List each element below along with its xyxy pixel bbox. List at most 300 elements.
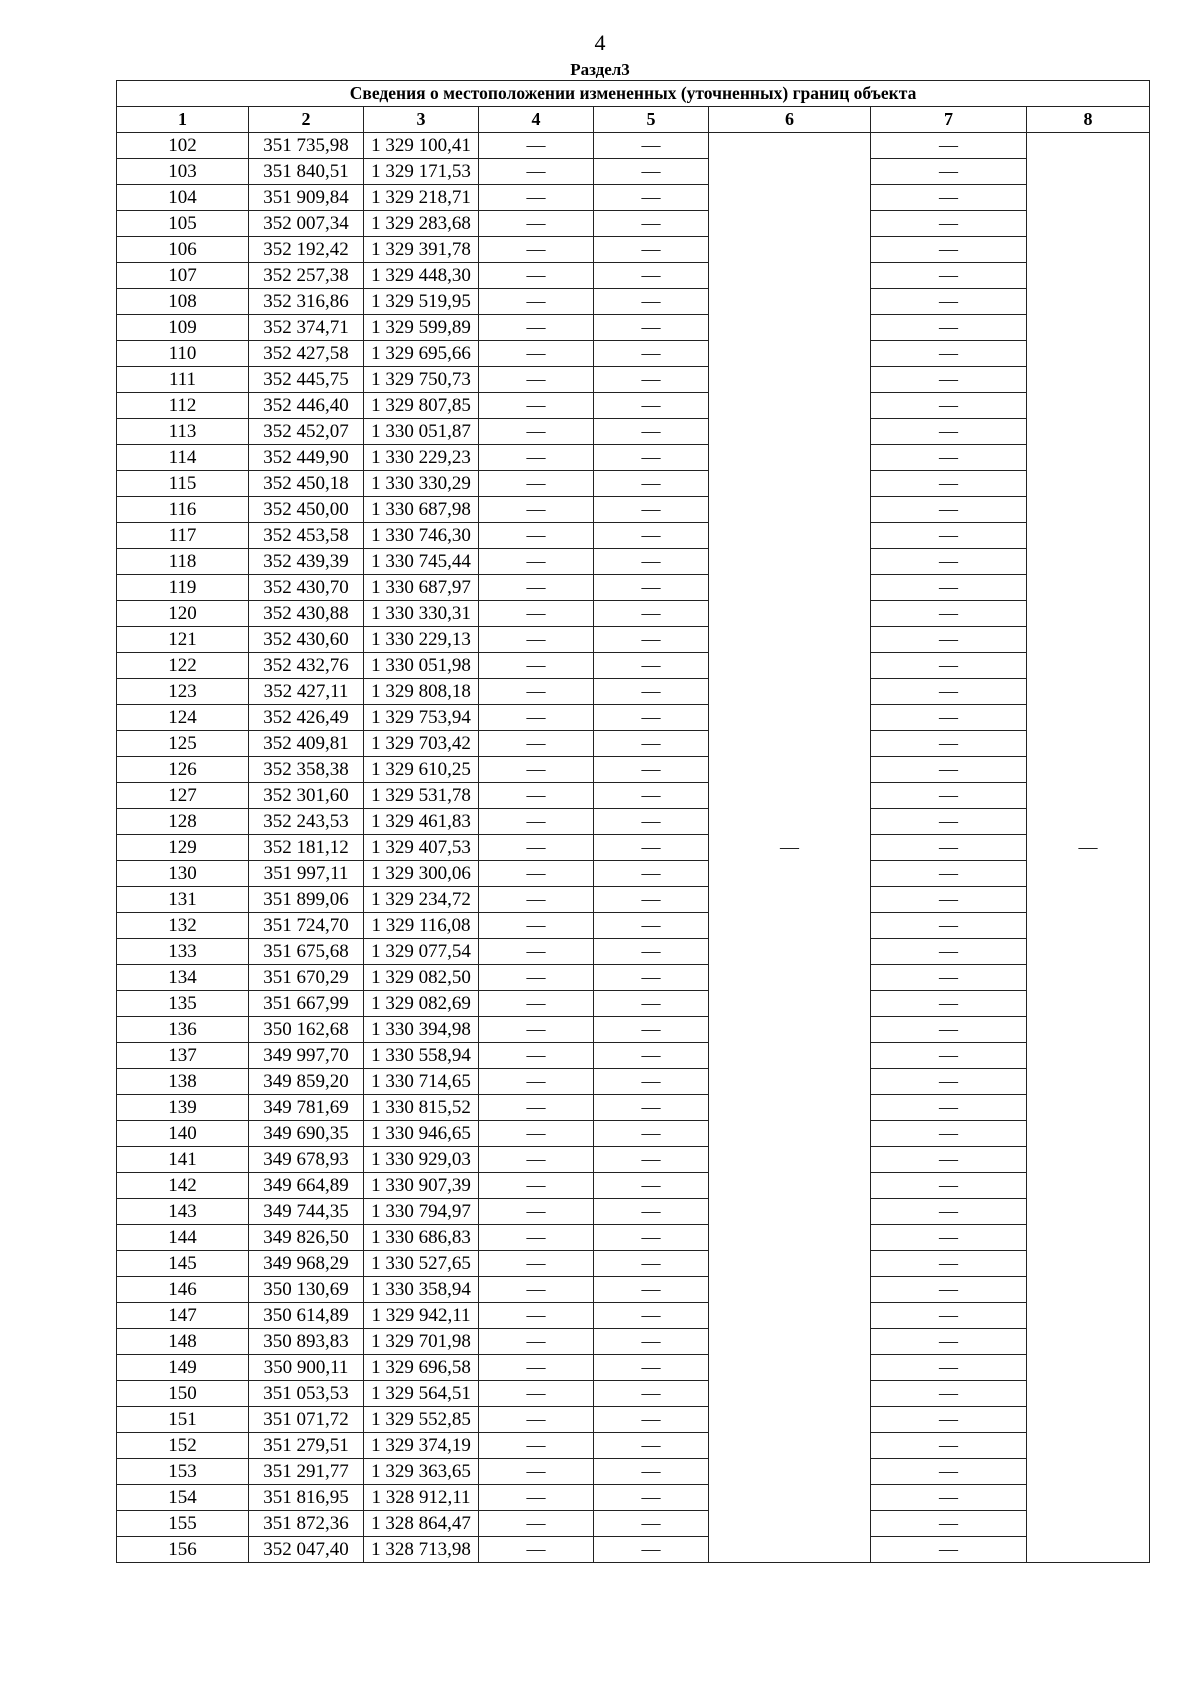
x-coordinate-cell: 352 243,53 — [249, 809, 364, 835]
x-coordinate-cell: 350 893,83 — [249, 1329, 364, 1355]
x-coordinate-cell: 350 130,69 — [249, 1277, 364, 1303]
y-coordinate-cell: 1 329 082,69 — [364, 991, 479, 1017]
col4-cell: — — [479, 1407, 594, 1433]
col5-cell: — — [594, 289, 709, 315]
table-row — [117, 1121, 1150, 1147]
y-coordinate-cell: 1 329 753,94 — [364, 705, 479, 731]
col5-cell: — — [594, 1017, 709, 1043]
col5-cell: — — [594, 1147, 709, 1173]
x-coordinate-cell: 352 316,86 — [249, 289, 364, 315]
point-number-cell: 153 — [117, 1459, 249, 1485]
point-number-cell: 138 — [117, 1069, 249, 1095]
y-coordinate-cell: 1 329 283,68 — [364, 211, 479, 237]
col4-cell: — — [479, 1459, 594, 1485]
col4-cell: — — [479, 1537, 594, 1563]
col5-cell: — — [594, 1225, 709, 1251]
point-number-cell: 149 — [117, 1355, 249, 1381]
y-coordinate-cell: 1 329 807,85 — [364, 393, 479, 419]
point-number-cell: 117 — [117, 523, 249, 549]
x-coordinate-cell: 352 430,88 — [249, 601, 364, 627]
x-coordinate-cell: 352 439,39 — [249, 549, 364, 575]
col7-cell: — — [871, 757, 1027, 783]
col4-cell: — — [479, 913, 594, 939]
point-number-cell: 150 — [117, 1381, 249, 1407]
col5-cell: — — [594, 159, 709, 185]
table-row — [117, 315, 1150, 341]
y-coordinate-cell: 1 329 374,19 — [364, 1433, 479, 1459]
point-number-cell: 145 — [117, 1251, 249, 1277]
y-coordinate-cell: 1 329 750,73 — [364, 367, 479, 393]
table-row — [117, 263, 1150, 289]
table-row — [117, 887, 1150, 913]
col5-cell: — — [594, 1537, 709, 1563]
table-row — [117, 1069, 1150, 1095]
point-number-cell: 156 — [117, 1537, 249, 1563]
col7-cell: — — [871, 939, 1027, 965]
col4-cell: — — [479, 627, 594, 653]
x-coordinate-cell: 351 071,72 — [249, 1407, 364, 1433]
table-row — [117, 341, 1150, 367]
col5-cell: — — [594, 809, 709, 835]
table-row — [117, 1043, 1150, 1069]
x-coordinate-cell: 352 432,76 — [249, 653, 364, 679]
col5-cell: — — [594, 1355, 709, 1381]
col4-cell: — — [479, 1121, 594, 1147]
table-row — [117, 185, 1150, 211]
col7-cell: — — [871, 1251, 1027, 1277]
col7-cell: — — [871, 1277, 1027, 1303]
col5-cell: — — [594, 731, 709, 757]
col4-cell: — — [479, 1511, 594, 1537]
col7-cell: — — [871, 887, 1027, 913]
x-coordinate-cell: 352 430,60 — [249, 627, 364, 653]
table-row — [117, 1277, 1150, 1303]
point-number-cell: 132 — [117, 913, 249, 939]
col7-cell: — — [871, 653, 1027, 679]
col4-cell: — — [479, 1017, 594, 1043]
col7-cell: — — [871, 367, 1027, 393]
column-header-3: 3 — [364, 107, 479, 133]
col5-cell: — — [594, 887, 709, 913]
x-coordinate-cell: 351 279,51 — [249, 1433, 364, 1459]
table-row — [117, 913, 1150, 939]
point-number-cell: 109 — [117, 315, 249, 341]
col5-cell: — — [594, 1407, 709, 1433]
col7-cell: — — [871, 913, 1027, 939]
col5-cell: — — [594, 835, 709, 861]
col5-cell: — — [594, 419, 709, 445]
col5-cell: — — [594, 1277, 709, 1303]
x-coordinate-cell: 351 735,98 — [249, 133, 364, 159]
col4-cell: — — [479, 315, 594, 341]
table-row — [117, 1511, 1150, 1537]
col4-cell: — — [479, 575, 594, 601]
col4-cell: — — [479, 861, 594, 887]
col7-cell: — — [871, 731, 1027, 757]
point-number-cell: 118 — [117, 549, 249, 575]
col4-cell: — — [479, 549, 594, 575]
table-row — [117, 1537, 1150, 1563]
y-coordinate-cell: 1 329 703,42 — [364, 731, 479, 757]
col7-cell: — — [871, 1095, 1027, 1121]
table-row — [117, 1017, 1150, 1043]
point-number-cell: 121 — [117, 627, 249, 653]
point-number-cell: 130 — [117, 861, 249, 887]
col7-cell: — — [871, 159, 1027, 185]
col5-cell: — — [594, 497, 709, 523]
table-title: Сведения о местоположении измененных (уточненных) границ объекта — [117, 81, 1150, 107]
point-number-cell: 110 — [117, 341, 249, 367]
col4-cell: — — [479, 1251, 594, 1277]
col5-cell: — — [594, 523, 709, 549]
table-row — [117, 601, 1150, 627]
x-coordinate-cell: 352 427,58 — [249, 341, 364, 367]
x-coordinate-cell: 352 445,75 — [249, 367, 364, 393]
col7-cell: — — [871, 601, 1027, 627]
col4-cell: — — [479, 1199, 594, 1225]
col5-cell: — — [594, 627, 709, 653]
x-coordinate-cell: 352 047,40 — [249, 1537, 364, 1563]
y-coordinate-cell: 1 330 330,31 — [364, 601, 479, 627]
col4-cell: — — [479, 341, 594, 367]
y-coordinate-cell: 1 329 077,54 — [364, 939, 479, 965]
col7-cell: — — [871, 1407, 1027, 1433]
col7-cell: — — [871, 627, 1027, 653]
x-coordinate-cell: 351 816,95 — [249, 1485, 364, 1511]
x-coordinate-cell: 349 744,35 — [249, 1199, 364, 1225]
section-label: Раздел3 — [570, 60, 630, 79]
col5-cell: — — [594, 237, 709, 263]
col7-cell: — — [871, 1303, 1027, 1329]
point-number-cell: 144 — [117, 1225, 249, 1251]
table-row — [117, 939, 1150, 965]
x-coordinate-cell: 349 664,89 — [249, 1173, 364, 1199]
table-row — [117, 523, 1150, 549]
column-header-4: 4 — [479, 107, 594, 133]
col4-cell: — — [479, 1147, 594, 1173]
y-coordinate-cell: 1 329 218,71 — [364, 185, 479, 211]
table-row — [117, 211, 1150, 237]
column-header-2: 2 — [249, 107, 364, 133]
table-row — [117, 835, 1150, 861]
col4-cell: — — [479, 393, 594, 419]
col4-cell: — — [479, 991, 594, 1017]
y-coordinate-cell: 1 329 701,98 — [364, 1329, 479, 1355]
col5-cell: — — [594, 1485, 709, 1511]
col5-cell: — — [594, 185, 709, 211]
table-row — [117, 1433, 1150, 1459]
col5-cell: — — [594, 1511, 709, 1537]
x-coordinate-cell: 349 826,50 — [249, 1225, 364, 1251]
col5-cell: — — [594, 1199, 709, 1225]
col5-cell: — — [594, 939, 709, 965]
point-number-cell: 104 — [117, 185, 249, 211]
col5-cell: — — [594, 211, 709, 237]
point-number-cell: 108 — [117, 289, 249, 315]
col4-cell: — — [479, 1355, 594, 1381]
col7-cell: — — [871, 471, 1027, 497]
point-number-cell: 128 — [117, 809, 249, 835]
y-coordinate-cell: 1 330 558,94 — [364, 1043, 479, 1069]
col4-cell: — — [479, 523, 594, 549]
col7-cell: — — [871, 185, 1027, 211]
col4-cell: — — [479, 1095, 594, 1121]
y-coordinate-cell: 1 329 407,53 — [364, 835, 479, 861]
point-number-cell: 127 — [117, 783, 249, 809]
x-coordinate-cell: 352 181,12 — [249, 835, 364, 861]
y-coordinate-cell: 1 329 519,95 — [364, 289, 479, 315]
col4-cell: — — [479, 1069, 594, 1095]
y-coordinate-cell: 1 329 564,51 — [364, 1381, 479, 1407]
point-number-cell: 113 — [117, 419, 249, 445]
point-number-cell: 105 — [117, 211, 249, 237]
col4-cell: — — [479, 939, 594, 965]
table-row — [117, 757, 1150, 783]
table-row — [117, 731, 1150, 757]
col7-cell: — — [871, 1199, 1027, 1225]
point-number-cell: 129 — [117, 835, 249, 861]
col4-cell: — — [479, 1303, 594, 1329]
col5-cell: — — [594, 1069, 709, 1095]
point-number-cell: 131 — [117, 887, 249, 913]
col5-cell: — — [594, 991, 709, 1017]
col5-cell: — — [594, 445, 709, 471]
col4-cell: — — [479, 237, 594, 263]
x-coordinate-cell: 352 374,71 — [249, 315, 364, 341]
x-coordinate-cell: 352 446,40 — [249, 393, 364, 419]
table-row — [117, 1173, 1150, 1199]
x-coordinate-cell: 351 909,84 — [249, 185, 364, 211]
table-row — [117, 367, 1150, 393]
table-row — [117, 1381, 1150, 1407]
table-row — [117, 497, 1150, 523]
column-header-8: 8 — [1027, 107, 1150, 133]
x-coordinate-cell: 351 997,11 — [249, 861, 364, 887]
col4-cell: — — [479, 1043, 594, 1069]
point-number-cell: 116 — [117, 497, 249, 523]
x-coordinate-cell: 351 872,36 — [249, 1511, 364, 1537]
col7-cell: — — [871, 549, 1027, 575]
col8-merged-cell: — — [1027, 133, 1150, 1563]
x-coordinate-cell: 351 840,51 — [249, 159, 364, 185]
col4-cell: — — [479, 809, 594, 835]
col5-cell: — — [594, 679, 709, 705]
col5-cell: — — [594, 1329, 709, 1355]
page-number: 4 — [594, 30, 606, 55]
point-number-cell: 133 — [117, 939, 249, 965]
col4-cell: — — [479, 783, 594, 809]
col7-cell: — — [871, 341, 1027, 367]
col7-cell: — — [871, 835, 1027, 861]
y-coordinate-cell: 1 328 864,47 — [364, 1511, 479, 1537]
y-coordinate-cell: 1 330 229,23 — [364, 445, 479, 471]
col4-cell: — — [479, 211, 594, 237]
col5-cell: — — [594, 549, 709, 575]
col4-cell: — — [479, 705, 594, 731]
col4-cell: — — [479, 1485, 594, 1511]
x-coordinate-cell: 352 450,00 — [249, 497, 364, 523]
table-row — [117, 861, 1150, 887]
x-coordinate-cell: 352 192,42 — [249, 237, 364, 263]
coordinates-table — [116, 80, 1150, 1563]
col4-cell: — — [479, 653, 594, 679]
x-coordinate-cell: 351 675,68 — [249, 939, 364, 965]
table-row — [117, 1355, 1150, 1381]
col4-cell: — — [479, 835, 594, 861]
y-coordinate-cell: 1 329 171,53 — [364, 159, 479, 185]
point-number-cell: 111 — [117, 367, 249, 393]
x-coordinate-cell: 352 453,58 — [249, 523, 364, 549]
table-row — [117, 1147, 1150, 1173]
col4-cell: — — [479, 133, 594, 159]
y-coordinate-cell: 1 329 610,25 — [364, 757, 479, 783]
table-row — [117, 1251, 1150, 1277]
column-header-7: 7 — [871, 107, 1027, 133]
point-number-cell: 115 — [117, 471, 249, 497]
point-number-cell: 134 — [117, 965, 249, 991]
x-coordinate-cell: 352 452,07 — [249, 419, 364, 445]
y-coordinate-cell: 1 329 531,78 — [364, 783, 479, 809]
point-number-cell: 154 — [117, 1485, 249, 1511]
col4-cell: — — [479, 419, 594, 445]
col7-cell: — — [871, 237, 1027, 263]
table-row — [117, 1407, 1150, 1433]
x-coordinate-cell: 352 430,70 — [249, 575, 364, 601]
point-number-cell: 151 — [117, 1407, 249, 1433]
point-number-cell: 119 — [117, 575, 249, 601]
col5-cell: — — [594, 575, 709, 601]
x-coordinate-cell: 349 859,20 — [249, 1069, 364, 1095]
x-coordinate-cell: 349 968,29 — [249, 1251, 364, 1277]
table-row — [117, 133, 1150, 159]
col7-cell: — — [871, 1381, 1027, 1407]
point-number-cell: 139 — [117, 1095, 249, 1121]
y-coordinate-cell: 1 329 300,06 — [364, 861, 479, 887]
x-coordinate-cell: 352 426,49 — [249, 705, 364, 731]
table-row — [117, 1459, 1150, 1485]
col5-cell: — — [594, 1381, 709, 1407]
col7-cell: — — [871, 393, 1027, 419]
x-coordinate-cell: 349 997,70 — [249, 1043, 364, 1069]
col5-cell: — — [594, 1459, 709, 1485]
col7-cell: — — [871, 1511, 1027, 1537]
table-row — [117, 679, 1150, 705]
col7-cell: — — [871, 1355, 1027, 1381]
col4-cell: — — [479, 367, 594, 393]
point-number-cell: 155 — [117, 1511, 249, 1537]
col5-cell: — — [594, 1251, 709, 1277]
col5-cell: — — [594, 705, 709, 731]
col4-cell: — — [479, 185, 594, 211]
point-number-cell: 106 — [117, 237, 249, 263]
col7-cell: — — [871, 419, 1027, 445]
point-number-cell: 141 — [117, 1147, 249, 1173]
table-row — [117, 1095, 1150, 1121]
column-header-5: 5 — [594, 107, 709, 133]
table-row — [117, 965, 1150, 991]
point-number-cell: 152 — [117, 1433, 249, 1459]
y-coordinate-cell: 1 329 363,65 — [364, 1459, 479, 1485]
table-row — [117, 705, 1150, 731]
point-number-cell: 107 — [117, 263, 249, 289]
y-coordinate-cell: 1 329 082,50 — [364, 965, 479, 991]
table-row — [117, 289, 1150, 315]
y-coordinate-cell: 1 329 100,41 — [364, 133, 479, 159]
table-row — [117, 783, 1150, 809]
y-coordinate-cell: 1 329 695,66 — [364, 341, 479, 367]
point-number-cell: 114 — [117, 445, 249, 471]
col7-cell: — — [871, 1225, 1027, 1251]
col4-cell: — — [479, 601, 594, 627]
col5-cell: — — [594, 1173, 709, 1199]
y-coordinate-cell: 1 329 808,18 — [364, 679, 479, 705]
y-coordinate-cell: 1 330 686,83 — [364, 1225, 479, 1251]
y-coordinate-cell: 1 329 696,58 — [364, 1355, 479, 1381]
col4-cell: — — [479, 1329, 594, 1355]
x-coordinate-cell: 349 781,69 — [249, 1095, 364, 1121]
col7-cell: — — [871, 705, 1027, 731]
col5-cell: — — [594, 367, 709, 393]
point-number-cell: 143 — [117, 1199, 249, 1225]
y-coordinate-cell: 1 329 234,72 — [364, 887, 479, 913]
y-coordinate-cell: 1 330 745,44 — [364, 549, 479, 575]
table-row — [117, 471, 1150, 497]
y-coordinate-cell: 1 330 229,13 — [364, 627, 479, 653]
point-number-cell: 120 — [117, 601, 249, 627]
x-coordinate-cell: 351 724,70 — [249, 913, 364, 939]
column-header-1: 1 — [117, 107, 249, 133]
column-header-6: 6 — [709, 107, 871, 133]
point-number-cell: 148 — [117, 1329, 249, 1355]
x-coordinate-cell: 351 291,77 — [249, 1459, 364, 1485]
x-coordinate-cell: 352 427,11 — [249, 679, 364, 705]
table-row — [117, 1199, 1150, 1225]
col4-cell: — — [479, 965, 594, 991]
col7-cell: — — [871, 1537, 1027, 1563]
col5-cell: — — [594, 601, 709, 627]
y-coordinate-cell: 1 330 907,39 — [364, 1173, 479, 1199]
col5-cell: — — [594, 783, 709, 809]
col7-cell: — — [871, 1069, 1027, 1095]
x-coordinate-cell: 351 899,06 — [249, 887, 364, 913]
col4-cell: — — [479, 887, 594, 913]
x-coordinate-cell: 352 449,90 — [249, 445, 364, 471]
x-coordinate-cell: 351 053,53 — [249, 1381, 364, 1407]
x-coordinate-cell: 351 670,29 — [249, 965, 364, 991]
col7-cell: — — [871, 991, 1027, 1017]
col5-cell: — — [594, 1043, 709, 1069]
col7-cell: — — [871, 809, 1027, 835]
col7-cell: — — [871, 133, 1027, 159]
x-coordinate-cell: 352 358,38 — [249, 757, 364, 783]
table-row — [117, 445, 1150, 471]
col5-cell: — — [594, 393, 709, 419]
col4-cell: — — [479, 497, 594, 523]
col7-cell: — — [871, 965, 1027, 991]
point-number-cell: 123 — [117, 679, 249, 705]
y-coordinate-cell: 1 330 358,94 — [364, 1277, 479, 1303]
col7-cell: — — [871, 1485, 1027, 1511]
col5-cell: — — [594, 133, 709, 159]
col7-cell: — — [871, 575, 1027, 601]
point-number-cell: 126 — [117, 757, 249, 783]
y-coordinate-cell: 1 329 116,08 — [364, 913, 479, 939]
y-coordinate-cell: 1 329 599,89 — [364, 315, 479, 341]
y-coordinate-cell: 1 330 330,29 — [364, 471, 479, 497]
y-coordinate-cell: 1 329 391,78 — [364, 237, 479, 263]
col7-cell: — — [871, 1147, 1027, 1173]
table-row — [117, 653, 1150, 679]
